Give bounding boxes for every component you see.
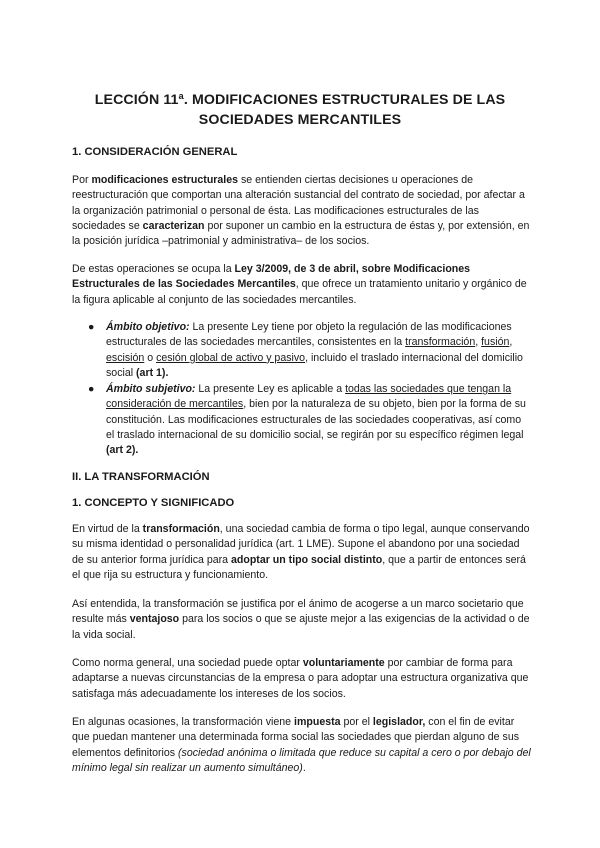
title-line-2: SOCIEDADES MERCANTILES bbox=[198, 112, 402, 128]
title-line-1: LECCIÓN 11ª. MODIFICACIONES ESTRUCTURALES DE LAS bbox=[94, 92, 506, 108]
bullet-dot: ● bbox=[88, 383, 95, 396]
paragraph-definicion: Por modificaciones estructurales se entienden ciertas decisiones u operaciones de reestructuración que comportan una alteración sustancial del contrato de sociedad, por afectar a la organización patrimonial o personal de ésta. Las modificaciones estructurales de las sociedades se caracterizan por suponer un cambio en la estructura de éstas y, por extensión, en la posición jurídica –patrimonial y administrativa– de los socios. bbox=[72, 174, 530, 248]
bullet-ambito-objetivo: ● Ámbito objetivo: La presente Ley tiene por objeto la regulación de las modificaciones estructurales de las sociedades mercantiles, consistentes en la transformación, fusión, escisión o cesión global de activo y pasivo, incluido el traslado internacional del domicilio social (art 1). bbox=[88, 321, 523, 379]
paragraph-ley: De estas operaciones se ocupa la Ley 3/2009, de 3 de abril, sobre Modificaciones Estructurales de las Sociedades Mercantiles, que ofrece un tratamiento unitario y orgánico de la figura aplicable al conjunto de las sociedades mercantiles. bbox=[72, 263, 527, 306]
section-heading-transformacion: II. LA TRANSFORMACIÓN bbox=[72, 471, 210, 483]
paragraph-voluntaria: Como norma general, una sociedad puede optar voluntariamente por cambiar de forma para adaptarse a nuevas circunstancias de la empresa o para adoptar una estructura organizativa que satisfaga más adecuadamente los intereses de los socios. bbox=[72, 657, 529, 700]
page-title bbox=[60, 90, 540, 130]
bullet-ambito-subjetivo: ● Ámbito subjetivo: La presente Ley es aplicable a todas las sociedades que tengan la consideración de mercantiles, bien por la naturaleza de su objeto, bien por la forma de su constitución. Las modificaciones estructurales de las sociedades cooperativas, así como el traslado internacional de su domicilio social, se regirán por su específico régimen legal (art 2). bbox=[88, 383, 526, 457]
section-heading-consideracion: 1. CONSIDERACIÓN GENERAL bbox=[72, 146, 238, 158]
paragraph-ventajoso: Así entendida, la transformación se justifica por el ánimo de acogerse a un marco societario que resulte más ventajoso para los socios o que se ajuste mejor a las exigencias de la actividad o de la vida social. bbox=[72, 598, 530, 641]
section-heading-concepto: 1. CONCEPTO Y SIGNIFICADO bbox=[72, 497, 235, 509]
paragraph-impuesta: En algunas ocasiones, la transformación viene impuesta por el legislador, con el fin de evitar que puedan mantener una determinada forma social las sociedades que pierdan alguno de sus elementos definitorios (sociedad anónima o limitada que reduce su capital a cero o por debajo del mínimo legal sin realizar un aumento simultáneo). bbox=[72, 716, 531, 774]
paragraph-concepto: En virtud de la transformación, una sociedad cambia de forma o tipo legal, aunque conservando su misma identidad o personalidad jurídica (art. 1 LME). Supone el abandono por una sociedad de su anterior forma jurídica para adoptar un tipo social distinto, que a partir de entonces será el que rija su estructura y funcionamiento. bbox=[72, 523, 530, 581]
bullet-list-ambito bbox=[72, 320, 532, 460]
bullet-dot: ● bbox=[88, 321, 95, 333]
